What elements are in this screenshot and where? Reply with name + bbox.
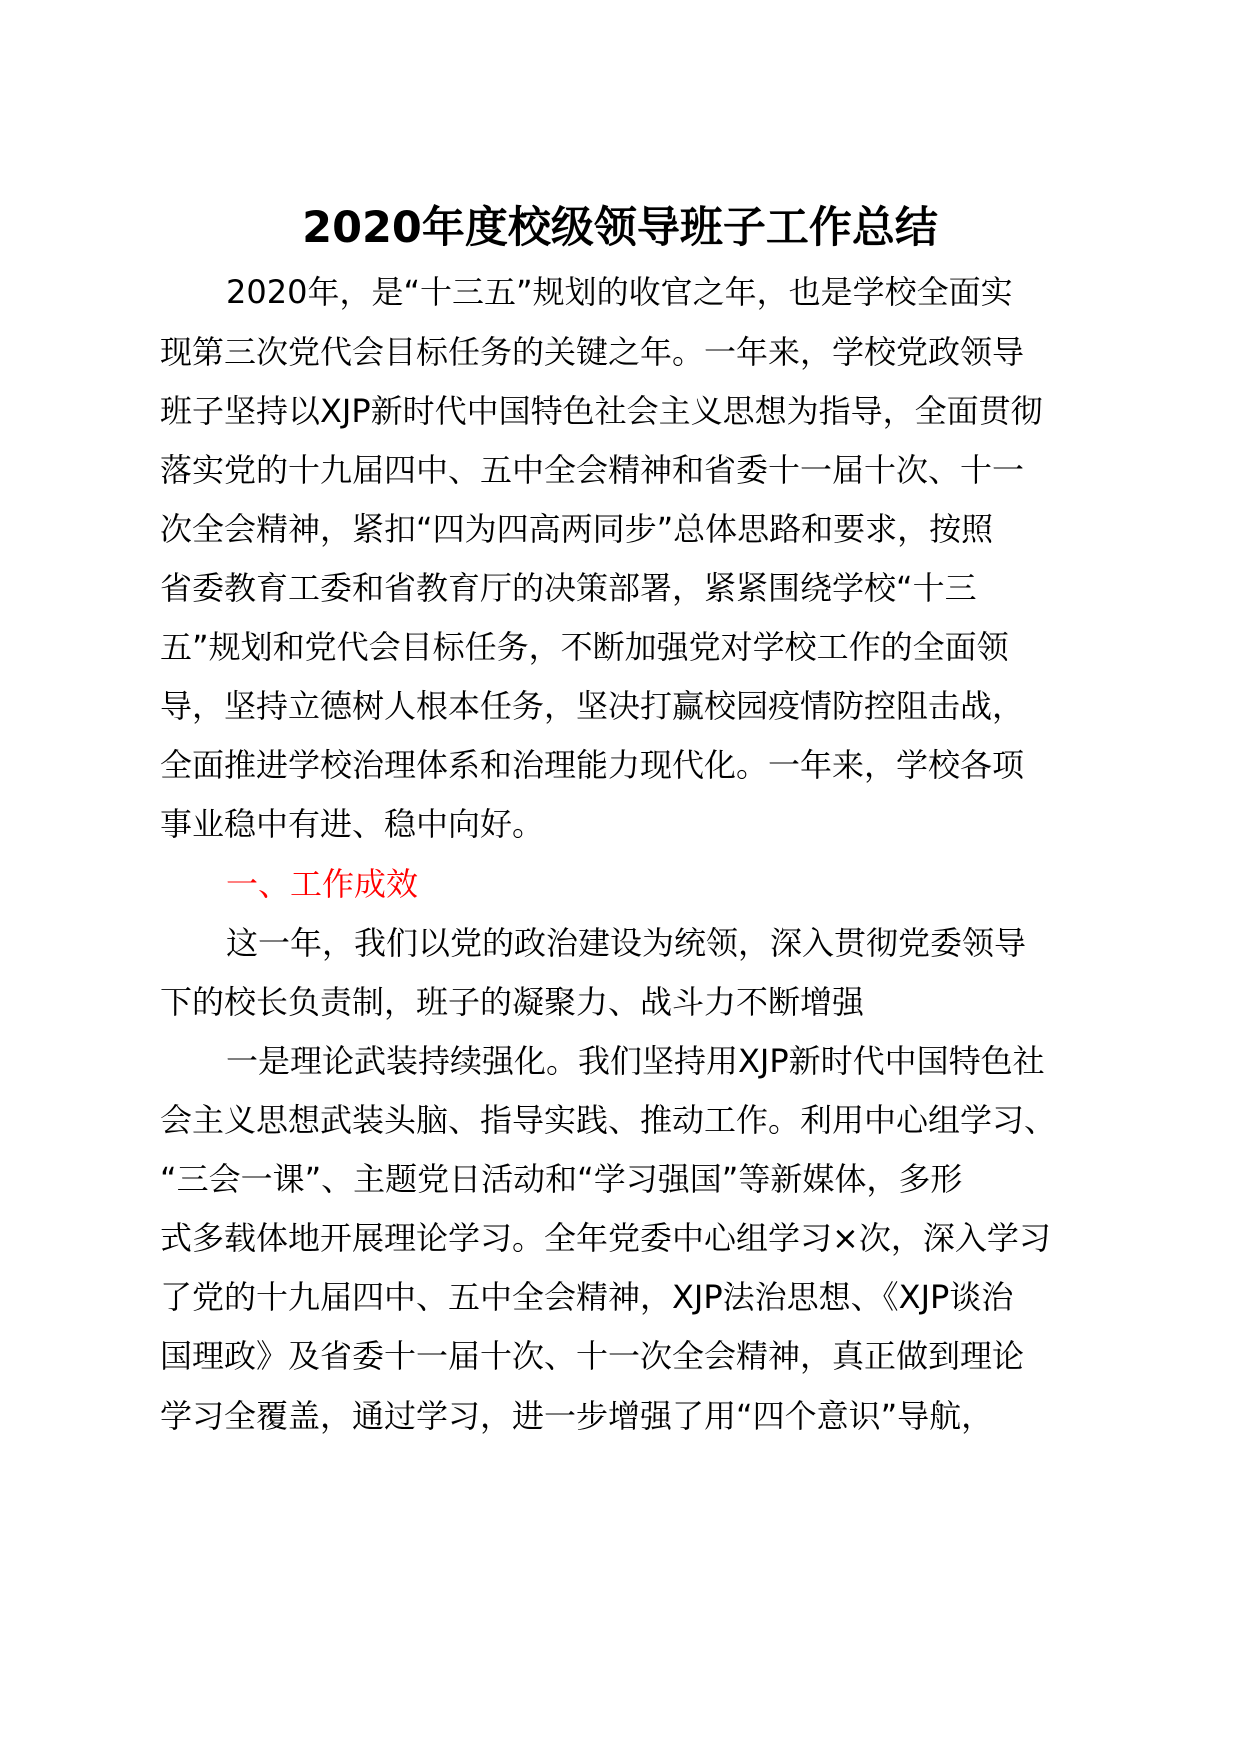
body-line: “三会一课”、主题党日活动和“学习强国”等新媒体，多形	[160, 1160, 963, 1198]
body-line: 全面推进学校治理体系和治理能力现代化。一年来，学校各项	[160, 746, 1025, 784]
body-line: 五”规划和党代会目标任务，不断加强党对学校工作的全面领	[160, 628, 1009, 666]
body-line: 一是理论武装持续强化。我们坚持用XJP新时代中国特色社	[226, 1042, 1045, 1080]
body-line: 了党的十九届四中、五中全会精神，XJP法治思想、《XJP谈治	[160, 1278, 1014, 1316]
document-title: 2020年度校级领导班子工作总结	[302, 203, 938, 253]
body-line: 省委教育工委和省教育厅的决策部署，紧紧围绕学校“十三	[160, 569, 977, 607]
body-line: 现第三次党代会目标任务的关键之年。一年来，学校党政领导	[160, 333, 1025, 371]
body-line: 下的校长负责制，班子的凝聚力、战斗力不断增强	[160, 983, 865, 1021]
body-line: 次全会精神，紧扣“四为四高两同步”总体思路和要求，按照	[160, 510, 994, 548]
body-line: 导，坚持立德树人根本任务，坚决打赢校园疫情防控阻击战，	[160, 687, 1025, 725]
body-line: 这一年，我们以党的政治建设为统领，深入贯彻党委领导	[226, 924, 1027, 962]
body-line: 2020年，是“十三五”规划的收官之年，也是学校全面实	[226, 273, 1013, 311]
section-heading: 一、工作成效	[226, 865, 419, 903]
body-line: 会主义思想武装头脑、指导实践、推动工作。利用中心组学习、	[160, 1101, 1057, 1139]
body-line: 班子坚持以XJP新时代中国特色社会主义思想为指导，全面贯彻	[160, 392, 1043, 430]
body-line: 落实党的十九届四中、五中全会精神和省委十一届十次、十一	[160, 451, 1025, 489]
body-line: 事业稳中有进、稳中向好。	[160, 805, 545, 843]
body-line: 国理政》及省委十一届十次、十一次全会精神，真正做到理论	[160, 1337, 1025, 1375]
body-line: 学习全覆盖，通过学习，进一步增强了用“四个意识”导航，	[160, 1397, 994, 1435]
body-line: 式多载体地开展理论学习。全年党委中心组学习×次，深入学习	[160, 1219, 1051, 1257]
